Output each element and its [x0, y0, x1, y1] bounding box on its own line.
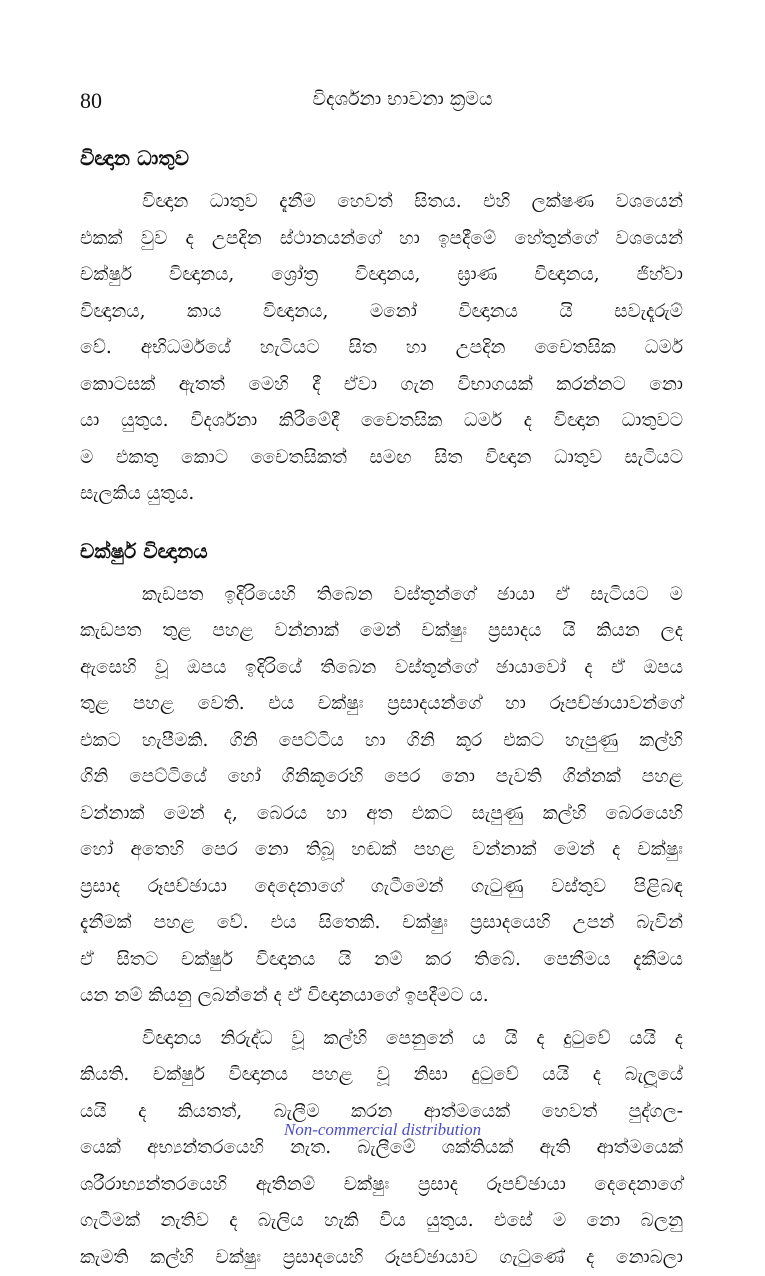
paragraph — [80, 577, 683, 1015]
text-line: කියති. චක්ෂුර් විඥානය පහළ වූ නිසා දුටුවේ යයි ද බැලූයේ — [80, 1057, 683, 1094]
text-line: කොටසක් ඇතත් මෙහි දී ඒවා ගැන විභාගයක් කරන්නට නො — [80, 367, 683, 404]
section-cakkhu-vinnana — [80, 533, 683, 1276]
text-line: යන නම් කියනු ලබන්නේ ද ඒ විඥානයාගේ ඉපදීමට ය. — [80, 978, 683, 1015]
text-line: ගිනි පෙට්ටියේ හෝ ගිනිකූරෙහි පෙර නො පැවති ගින්නක් පහළ — [80, 759, 683, 796]
text-line: ම එකතු කොට චෛතසිකත් සමඟ සිත විඥාන ධාතුව සැටියට — [80, 440, 683, 477]
text-line: වේ. අභිධර්මයේ හැටියට සිත හා උපදින චෛතසික ධර්ම — [80, 330, 683, 367]
running-title: විදර්ශනා භාවනා ක්‍රමය — [80, 88, 685, 110]
text-line: සැලකිය යුතුය. — [80, 476, 683, 513]
text-line: යයි ද කියතත්, බැලීම කරන ආත්මයෙක් හෙවත් පුද්ගල- — [80, 1094, 683, 1131]
section-vinnana-dhatu — [80, 140, 683, 513]
text-line: තුළ පහළ වෙති. එය චක්ෂුඃ ප්‍රසාදයන්ගේ හා රූපච්ඡායාවන්ගේ — [80, 686, 683, 723]
paragraph — [80, 184, 683, 513]
text-line: දැනීමක් පහළ වේ. එය සිතෙකි. චක්ෂුඃ ප්‍රසාදයෙහි උපන් බැවින් — [80, 905, 683, 942]
text-line: විඥානය, කාය විඥානය, මනෝ විඥානය යි සවැදෑරුම් — [80, 294, 683, 331]
text-line: හෝ අතෙහි පෙර නො තිබූ හඬක් පහළ වන්නාක් මෙන් ද චක්ෂුඃ — [80, 832, 683, 869]
section-heading: චක්ෂුර් විඥානය — [80, 533, 683, 569]
text-line: ඇසෙහි වූ ඔපය ඉදිරියේ තිබෙන වස්තූන්ගේ ඡායාවෝ ද ඒ ඔපය — [80, 650, 683, 687]
text-line: ප්‍රසාද රූපච්ඡායා දෙදෙනාගේ ගැටීමෙන් ගැටුණු වස්තුව පිළිබඳ — [80, 869, 683, 906]
page-header — [80, 88, 685, 118]
section-gap — [80, 513, 683, 533]
text-line: විඥානය නිරුද්ධ වූ කල්හි පෙනුනේ ය යි ද දුටුවේ යයි ද — [80, 1021, 683, 1058]
text-line: කැඩපත ඉදිරියෙහි තිබෙන වස්තූන්ගේ ඡායා ඒ සැටියට ම — [80, 577, 683, 614]
paragraph — [80, 1021, 683, 1276]
text-line: ඒ සිතට චක්ෂුර් විඥානය යි නම් කර තිබේ. පෙනීමය දැකීමය — [80, 942, 683, 979]
text-line: යෙක් අභ්‍යන්තරයෙහි නැත. බැලීමේ ශක්තියක් ඇති ආත්මයෙක් — [80, 1130, 683, 1167]
text-line: ශරීරාභ්‍යන්තරයෙහි ඇතිනම් චක්ෂුඃ ප්‍රසාද රූපච්ඡායා දෙදෙනාගේ — [80, 1167, 683, 1204]
text-line: කැමති කල්හි චක්ෂුඃ ප්‍රසාදයෙහි රූපච්ඡායාව ගැටුණේ ද නොබලා — [80, 1240, 683, 1276]
distribution-notice: Non-commercial distribution — [0, 1120, 765, 1140]
page-body — [80, 140, 683, 1276]
text-line: ගැටීමක් නැතිව ද බැලිය හැකි විය යුතුය. එසේ ම නො බලනු — [80, 1203, 683, 1240]
text-line: විඥාන ධාතුව දැනීම හෙවත් සිතය. එහි ලක්ෂණ වශයෙන් — [80, 184, 683, 221]
section-heading: විඥාන ධාතුව — [80, 140, 683, 176]
text-line: කැඩපත තුළ පහළ වන්නාක් මෙන් චක්ෂුඃ ප්‍රසාදය යි කියන ලද — [80, 613, 683, 650]
text-line: වන්නාක් මෙන් ද, බෙරය හා අත එකට සැපුණු කල්හි බෙරයෙහි — [80, 796, 683, 833]
text-line: එකක් වුව ද උපදින ස්ථානයන්ගේ හා ඉපදීමේ හේතුන්ගේ වශයෙන් — [80, 221, 683, 258]
page-number: 80 — [80, 88, 102, 114]
text-line: චක්ෂුර් විඥානය, ශ්‍රෝත්‍ර විඥානය, ඝ්‍රාණ විඥානය, ජිහ්වා — [80, 257, 683, 294]
text-line: එකට හැපීමකි. ගිනි පෙට්ටිය හා ගිනි කූර එකට හැපුණු කල්හි — [80, 723, 683, 760]
text-line: යා යුතුය. විදර්ශනා කිරීමේදී චෛතසික ධර්ම ද විඥාන ධාතුවට — [80, 403, 683, 440]
